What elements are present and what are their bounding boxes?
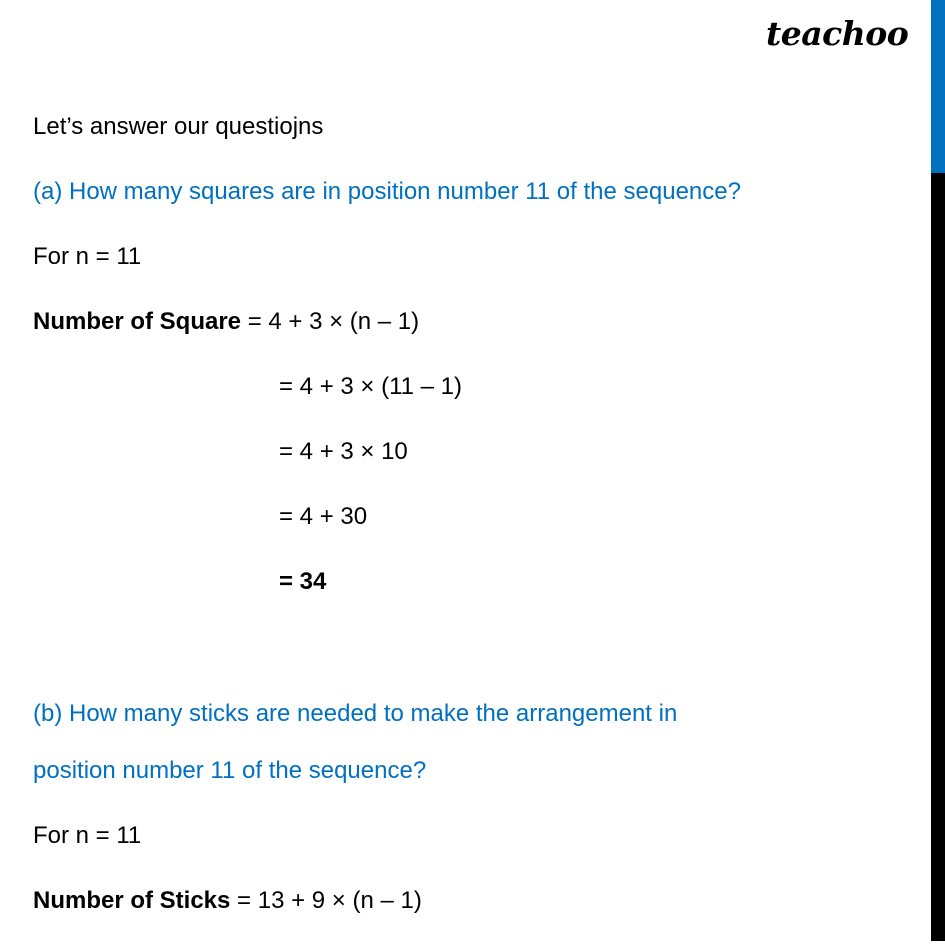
- formula-b-rhs: = 13 + 9 × (n – 1): [230, 887, 422, 914]
- formula-a-label: Number of Square: [33, 308, 242, 335]
- intro-text: Let’s answer our questiojns: [33, 113, 324, 140]
- formula-b: [33, 886, 422, 916]
- given-a: For n = 11: [33, 243, 142, 270]
- step-a-2: = 4 + 3 × 10: [279, 438, 408, 465]
- accent-bar-blue: [931, 0, 945, 173]
- question-b-line1: (b) How many sticks are needed to make the arrangement in: [33, 700, 678, 727]
- accent-bar-black: [931, 173, 945, 941]
- question-a: (a) How many squares are in position number 11 of the sequence?: [33, 178, 741, 205]
- answer-a: = 34: [279, 568, 327, 595]
- question-b-line2: position number 11 of the sequence?: [33, 757, 427, 784]
- formula-a-rhs: = 4 + 3 × (n – 1): [241, 308, 420, 335]
- given-b: For n = 11: [33, 822, 142, 849]
- step-a-3: = 4 + 30: [279, 503, 368, 530]
- formula-a: [33, 307, 419, 337]
- step-a-1: = 4 + 3 × (11 – 1): [279, 373, 463, 400]
- teachoo-logo: teachoo: [766, 14, 909, 53]
- formula-b-label: Number of Sticks: [33, 887, 231, 914]
